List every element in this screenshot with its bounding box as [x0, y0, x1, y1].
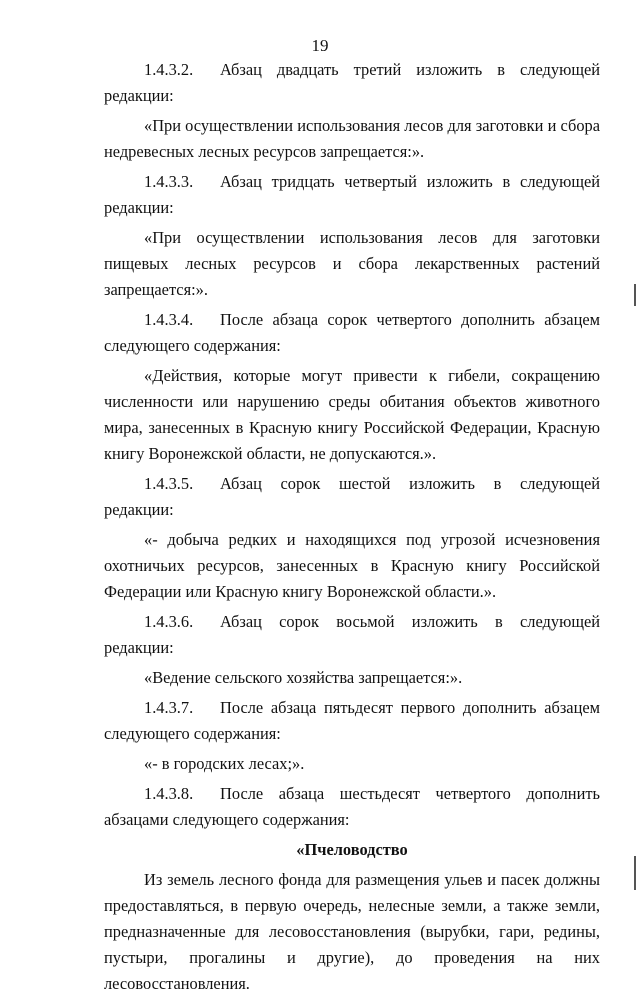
list-item — [104, 695, 600, 747]
item-text: После абзаца пятьдесят первого дополнить абзацем следующего содержания: — [104, 698, 600, 743]
document-body — [104, 57, 600, 997]
section-heading: «Пчеловодство — [296, 840, 408, 859]
item-number: 1.4.3.2. — [144, 60, 194, 79]
item-number: 1.4.3.6. — [144, 612, 194, 631]
paragraph: «- в городских лесах;». — [144, 754, 305, 773]
item-text: Абзац двадцать третий изложить в следующей редакции: — [104, 60, 600, 105]
list-item — [104, 169, 600, 221]
item-number: 1.4.3.5. — [144, 474, 194, 493]
item-text: После абзаца сорок четвертого дополнить абзацем следующего содержания: — [104, 310, 600, 355]
paragraph: «- добыча редких и находящихся под угрозой исчезновения охотничьих ресурсов, занесенных в Красную книгу Российской Федерации или Красную книгу Воронежской области.». — [104, 530, 600, 601]
list-item — [104, 471, 600, 523]
item-text: После абзаца шестьдесят четвертого дополнить абзацами следующего содержания: — [104, 784, 600, 829]
paragraph: «При осуществлении использования лесов для заготовки и сбора недревесных лесных ресурсов запрещается:». — [104, 116, 600, 161]
item-number: 1.4.3.4. — [144, 310, 194, 329]
item-text: Абзац сорок шестой изложить в следующей редакции: — [104, 474, 600, 519]
paragraph: «При осуществлении использования лесов для заготовки пищевых лесных ресурсов и сбора лекарственных растений запрещается:». — [104, 228, 600, 299]
item-number: 1.4.3.3. — [144, 172, 194, 191]
item-number: 1.4.3.7. — [144, 698, 194, 717]
list-item — [104, 609, 600, 661]
item-text: Абзац тридцать четвертый изложить в следующей редакции: — [104, 172, 600, 217]
paragraph: Из земель лесного фонда для размещения ульев и пасек должны предоставляться, в первую очередь, нелесные земли, а также земли, предназначенные для лесовосстановления (вырубки, гари, редины, пустыри, прогалины и другие), до проведения на них лесовосстановления. — [104, 870, 600, 993]
list-item — [104, 57, 600, 109]
list-item — [104, 307, 600, 359]
scan-edge-mark — [634, 856, 636, 890]
list-item — [104, 781, 600, 833]
item-text: Абзац сорок восьмой изложить в следующей редакции: — [104, 612, 600, 657]
page-number: 19 — [311, 36, 329, 55]
scan-edge-mark — [634, 284, 636, 306]
item-number: 1.4.3.8. — [144, 784, 194, 803]
paragraph: «Ведение сельского хозяйства запрещается:». — [144, 668, 463, 687]
paragraph: «Действия, которые могут привести к гибели, сокращению численности или нарушению среды обитания объектов животного мира, занесенных в Красную книгу Российской Федерации, Красную книгу Воронежской области, не допускаются.». — [104, 366, 600, 463]
